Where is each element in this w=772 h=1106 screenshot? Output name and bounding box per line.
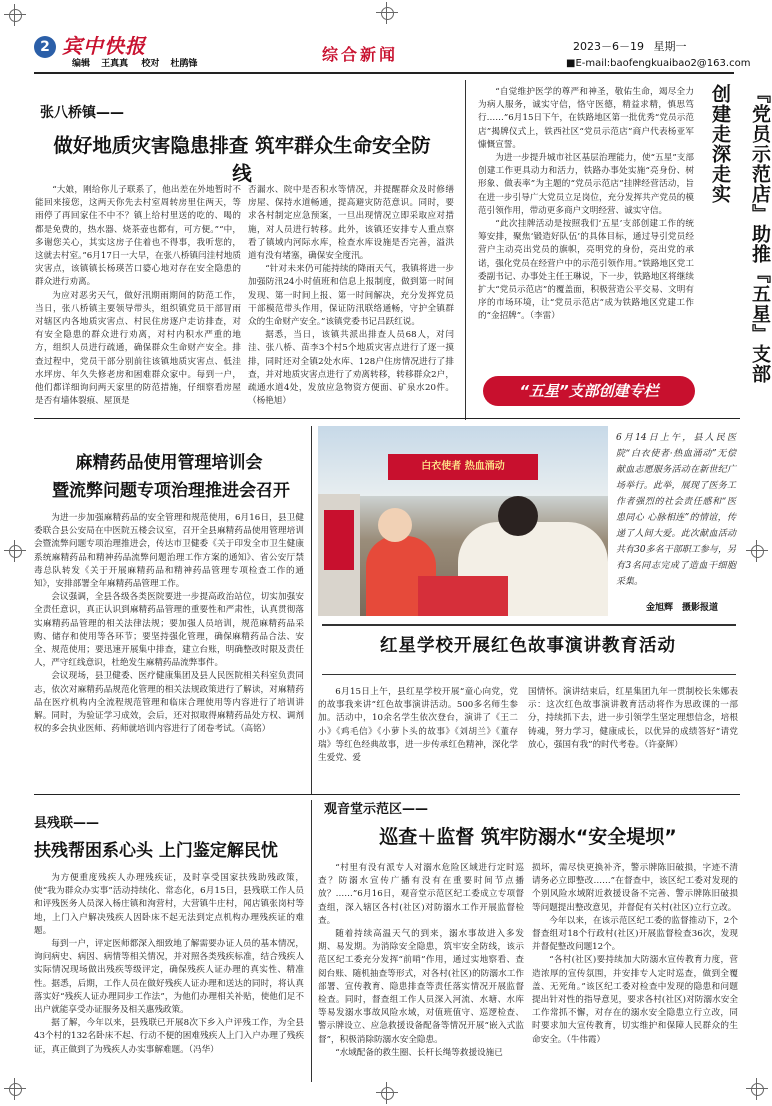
headline: 麻精药品使用管理培训会 [75,453,263,473]
article-body [478,86,694,324]
section-title: 综合新闻 [322,45,399,64]
paragraph: 国情怀。演讲结束后，红星集团九年一贯制校长朱娜表示：这次红色故事演讲教育活动将作为思政课的一部分，持续抓下去，进一步引领学生坚定理想信念，培根铸魂，努力学习，健康成长，以优异的成绩答好“请党放心，强国有我”的时代考卷。（许豪辉） [528,687,738,750]
registration-mark [4,540,26,562]
date: 2023－6－19 [573,40,644,53]
registration-mark [746,540,768,562]
photo-caption: 6月14日上午，县人民医院“白衣使者·热血涌动”无偿献血志愿服务活动在新世纪广场举行。此举，展现了医务工作者强烈的社会责任感和“医患同心 心脉相连”的情谊，传递了人间大爱。此次献血活动共有30多名干部职工参与，另有3名同志完成了造血干细胞采集。 [616,433,736,587]
headline-rule [322,624,736,626]
section-rule [34,794,740,795]
column-divider [311,426,312,794]
headline: 红星学校开展红色故事演讲教育活动 [380,636,676,656]
photo-sign-panel [324,510,354,570]
paragraph: 6月15日上午，县红星学校开展“童心向党，党的故事我来讲”红色故事演讲活动。500多名师生参加。活动中，10余名学生依次登台，演讲了《王二小》《鸡毛信》《小萝卜头的故事》《刘胡兰》《董存瑞》等红色经典故事，进一步传承红色精神，深化学生爱党、爱 [318,687,518,764]
photo-credit: 金旭辉 摄影报道 [646,603,719,613]
headline: 做好地质灾害隐患排查 筑牢群众生命安全防线 [53,134,431,185]
paragraph: 否漏水、院中是否积水等情况，并提醒群众及时修缮房屋、保持水道畅通，提高避灾防范意识。同时，要求各村制定应急预案，一旦出现情况立即采取应对措施，对人员进行转移。此外，该镇还安排专人重点察看了镇域内河际水库，检查水库设施是否完善，溢洪道有没有堵塞，确保安全度汛。 [248,185,454,262]
column-banner: “五星”支部创建专栏 [483,376,695,406]
article-body [35,184,241,408]
article-body [528,686,738,752]
headline: 扶残帮困系心头 上门鉴定解民忧 [34,841,278,861]
issue-date [573,38,687,54]
paragraph: “针对未来仍可能持续的降雨天气，我镇将进一步加强防汛24小时值班和信息上报制度，做到第一时间发现、第一时间上报、第一时间解决，充分发挥党员干部模范带头作用，保证防汛联络通畅，守护全镇群众的生命财产安全。”该镇党委书记吕跃红说。 [248,264,454,328]
masthead-rule [34,72,734,74]
paragraph: 据了解，今年以来，县残联已开展8次下乡入户评残工作，为全县43个村的132名卧床不起、行动不便的困难残疾人上门入户办理了残疾证，真正做到了为残疾人办实事解难题。（冯华） [34,1018,304,1055]
photo-banner: 白衣使者 热血涌动 [388,454,538,480]
registration-mark [4,4,26,26]
paragraph: “村里有没有派专人对溺水危险区域进行定时巡查？防溺水宣传广播有没有在重要时间节点播放？……”6月16日，观音堂示范区纪工委成立专项督查组，深入辖区各村(社区)对防溺水工作开展监督检查。 [318,863,524,926]
paragraph: 为进一步提升城市社区基层治理能力，使“五星”支部创建工作更具动力和活力，铁路办事处实施“亮身份、树形象、做表率”为主题的“党员示范店”挂牌经营活动，旨在进一步引导广大党员立足岗位，充分发挥共产党员的模范引领作用，带动更多商户文明经营、诚实守信。 [478,153,694,216]
weekday: 星期一 [653,40,687,53]
kicker: 观音堂示范区—— [324,802,429,817]
vertical-headline: 『党员示范店』助推『五星』支部创建走深走实 [709,84,771,384]
registration-mark [4,1078,26,1100]
column-divider [311,800,312,1082]
editor-credits [72,56,197,69]
article-body [532,862,738,1047]
registration-mark [746,1078,768,1100]
paragraph: 会议强调，全县各级各类医院要进一步提高政治站位，切实加强安全责任意识，真正认识到麻精药品管理的重要性和严肃性，认真贯彻落实麻精药品管理的相关法律法规；要加强人员培训，规范麻精药品采购、储存和使用等各环节；要坚持强化管理，确保麻精药品合法、安全、规范使用；要迅速开展集中排查，建立台账，明确整改时限及责任人，严守红线意识，杜绝发生麻精药品流弊事件。 [34,592,304,669]
headline-rule [322,674,736,675]
paragraph: “水域配备的救生圈、长杆长绳等救援设施已 [335,1047,503,1058]
editor-label: 编辑 [72,59,91,69]
paragraph: 为方便重度残疾人办理残疾证，及时享受国家扶残助残政策，使“我为群众办实事”活动持续化、常态化，6月15日，县残联工作人员和评残医务人员深入杨庄镇和洵营村，大营镇牛庄村，闻店镇张岗村等地，上门入户解决残疾人因卧床不起无法到定点机构办理残疾证的难题。 [34,873,304,936]
email: ■E-mail:baofengkuaibao2@163.com [566,58,751,69]
paragraph: 会议现场，县卫健委、医疗健康集团及县人民医院相关科室负责同志，依次对麻精药品规范化管理的相关法规政策进行了解读，对麻精药品在医疗机构内全流程规范管理和临床合理使用等内容进行了培训讲解。同时，为验证学习成效，会后，还对拟取得麻精药品处方权、调剂权的多会执业医师、药师就培训内容进行了闭卷考试。（高铭） [34,671,304,735]
column-divider [465,80,466,420]
article-body [248,184,454,408]
paragraph: “此次挂牌活动是按照我们‘五星’支部创建工作的统筹安排，聚焦‘锻造好队伍’的具体目标，通过导引党员经营户主动亮出党员的旗帜，亮明党的身份，亮出党的承诺，强化党员在经营户中的示范引领作用。”铁路地区党工委副书记、办事处主任王琳说，下一步，铁路地区将继续扩大“党员示范店”的覆盖面，积极营造公平交易、文明有序的市场环境，让“党员示范店”成为铁路地区党建工作的“金招牌”。（李雷） [478,219,694,322]
headline: 暨流弊问题专项治理推进会召开 [52,481,290,501]
paragraph: “大娘，刚给你儿子联系了，他出差在外地暂时不能回来接您，这两天你先去村室周转房里住两天，等雨停了再回家住不中不？镇上给村里送的吃的、喝的都是免费的，热水器、烧茶壶也都有，可方便。”“中，多谢您关心，其实这房子住着也不得事，我听您的，这就去村室。”6月17日一大早，在张八桥镇闫洼村地质灾害点，该镇镇长杨瑛苦口婆心地对存在安全隐患的群众进行劝离。 [35,185,241,288]
editor-name: 王真真 [101,59,129,69]
paragraph: 损坏，需尽快更换补齐，警示牌陈旧破损，字迹不清请务必立即整改……”在督查中，该区纪工委对发现的个别风险水域附近救援设备不完善、警示牌陈旧破损等问题提出整改意见，并督促有关村(社区)立行立改。 [532,863,738,913]
article-body [34,512,304,736]
paragraph: 随着持续高温天气的到来，溺水事故进入多发期、易发期。为消除安全隐患，筑牢安全防线，该示范区纪工委充分发挥“前哨”作用，通过实地察看、查阅台账、随机抽查等形式，对各村(社区)的防溺水工作部署、宣传教育、隐患排查等责任落实情况开展监督检查。同时，督查组工作人员深入河流、水塘、水库等易发溺水事故风险水域，对值班值守、巡逻检查、警示牌设立、应急救援设备配备等情况开展“嵌入式监督”，积极消除防溺水安全隐患。 [318,929,524,1045]
headline: 巡查＋监督 筑牢防溺水“安全堤坝” [379,826,677,848]
proof-label: 校对 [141,59,160,69]
photo-person-head [378,508,412,542]
photo-person-head [498,496,538,536]
kicker: 县残联—— [34,816,100,831]
proof-name: 杜鹃锋 [170,59,198,69]
paragraph: 今年以来，在该示范区纪工委的监督推动下，2个督查组对18个行政村(社区)开展监督检查36次，发现并督促整改问题12个。 [532,915,738,953]
article-body [34,872,304,1057]
paper-logo: 宾中快报 [62,34,146,58]
vertical-title [700,84,771,402]
paragraph: 为进一步加强麻精药品的安全管理和规范使用，6月16日，县卫健委联合县公安局在中医院五楼会议室，召开全县麻精药品使用管理培训会暨流弊问题专项治理推进会，传达市卫健委《关于印发全市卫生健康系统麻精药品和精神药品流弊问题治理工作方案的通知》、省公安厅禁毒总队转发《关于开展麻精药品和精神药品管理专项检查工作的通知》，安排部署全年麻精药品管理工作。 [34,513,304,590]
article-body [318,686,518,765]
registration-mark [376,2,398,24]
paragraph: 每到一户，评定医师都深入细致地了解需要办证人员的基本情况，询问病史、病因、病情等相关情况，并对照各类残疾标准，结合残疾人实际情况现场做出残疾等级评定，确保残疾人证办理的真实性、精准性。据悉，后期，工作人员在做好残疾人证办理和送达的同时，将认真落实好“残疾人证办理同步工作法”，为他们办理相关补贴，使他们足不出户就能享受办证服务及相关惠残政策。 [34,939,304,1016]
paragraph: “各村(社区)要持续加大防溺水宣传教育力度，营造浓厚的宣传氛围，并安排专人定时巡查，做到全覆盖、无死角。”该区纪工委对检查中发现的隐患和问题提出针对性的指导意见，要求各村(社区)对防溺水安全工作常抓不懈，对存在的溺水安全隐患立行立改，同时要求加大宣传教育，切实维护和保障人民群众的生命安全。（牛伟霞） [532,955,738,1045]
paragraph: 为应对恶劣天气，做好汛期雨期间的防范工作，当日，张八桥镇主要领导带头，组织镇党员干部冒雨对辖区内各地质灾害点、村民住房逐户走访排查，对有安全隐患的群众进行劝离，对村内积水严重的地方，组织人员进行疏通，确保群众生命财产安全。排查过程中，党员干部分别前往该镇地质灾害点、低洼水坪房、年久失修老房和困难群众家中。每到一户，他们都详细询问两天家里的防范措施，仔细察看房屋是否有墙体裂痕、屋顶是 [35,290,241,407]
article-body [318,862,524,1060]
photo-table [418,576,508,616]
registration-mark [376,1082,398,1104]
section-rule [34,418,740,419]
page-number: 2 [34,36,56,58]
kicker: 张八桥镇—— [40,105,124,121]
paragraph: “自觉维护医学的尊严和神圣，敬佑生命，竭尽全力为病人服务，诚实守信，恪守医德，精益求精，慎思笃行……”6月15日下午，在铁路地区第一批优秀“党员示范店”揭牌仪式上，铁西社区“党员示范店”商户代表杨亚军慷慨宣誓。 [478,87,694,150]
paragraph: 据悉，当日，该镇共派出排查人员68人，对闫洼、张八桥、苗李3个村5个地质灾害点进行了逐一摸排，同时还对全镇2处水库、128户住房情况进行了排查，并对地质灾害点进行了劝离转移，转移群众2户，疏通水道4处，发放应急物资方便面、矿泉水20件。（杨艳旭） [248,330,454,407]
news-photo [318,426,608,616]
